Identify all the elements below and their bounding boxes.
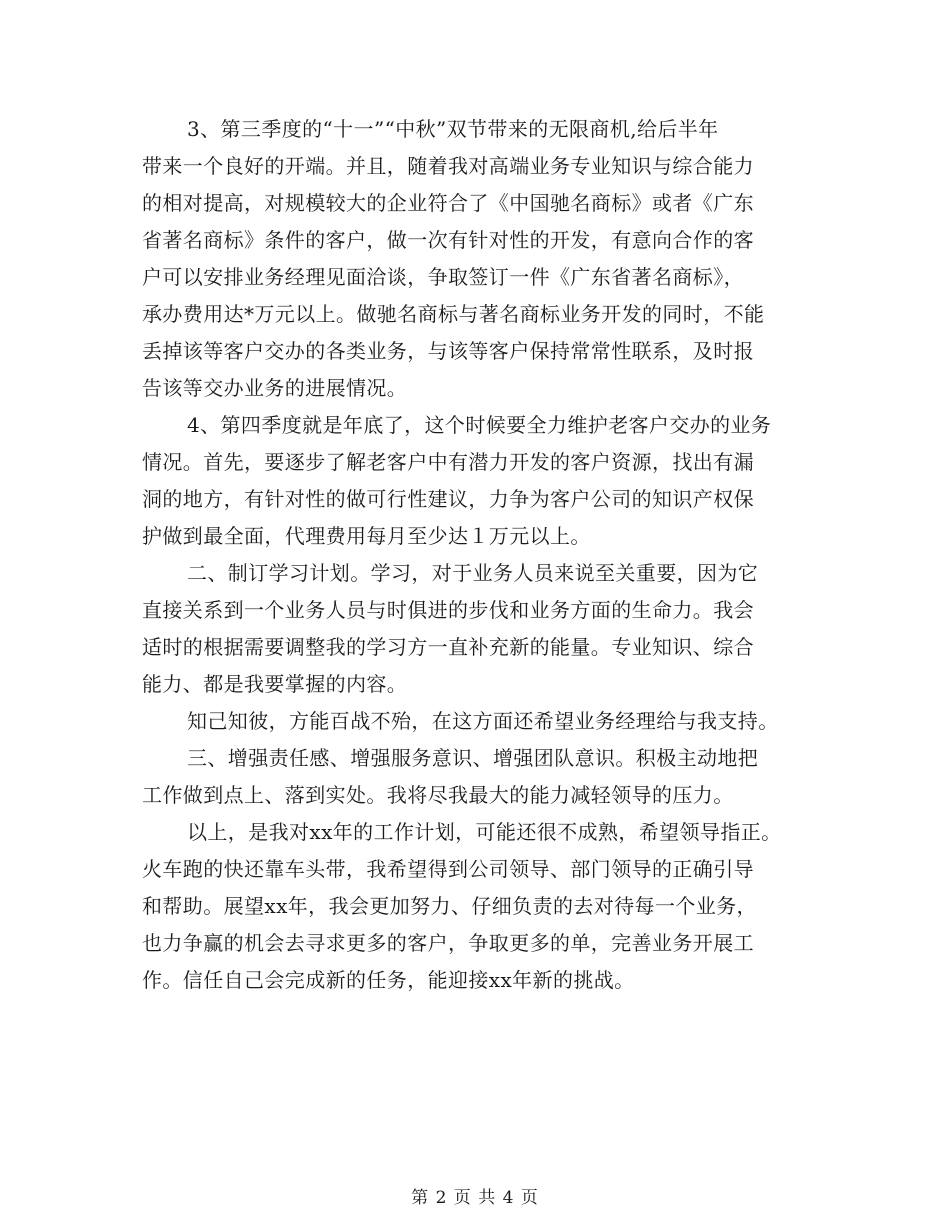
text-line: 省著名商标》条件的客户，做一次有针对性的开发，有意向合作的客 xyxy=(142,228,754,252)
text-line: 二、制订学习计划。学习，对于业务人员来说至关重要，因为它 xyxy=(187,561,759,585)
text-line: 三、增强责任感、增强服务意识、增强团队意识。积极主动地把 xyxy=(187,746,759,770)
text-line: 户可以安排业务经理见面洽谈，争取签订一件《广东省著名商标》， xyxy=(142,265,744,289)
text-line: 工作做到点上、落到实处。我将尽我最大的能力减轻领导的压力。 xyxy=(142,783,734,807)
text-line: 也力争赢的机会去寻求更多的客户，争取更多的单，完善业务开展工 xyxy=(142,931,754,955)
text-line: 3、第三季度的“十一”“中秋”双节带来的无限商机,给后半年 xyxy=(187,117,719,141)
text-line: 4、第四季度就是年底了，这个时候要全力维护老客户交办的业务 xyxy=(187,413,772,437)
text-line: 适时的根据需要调整我的学习方一直补充新的能量。专业知识、综合 xyxy=(142,635,754,659)
text-line: 以上，是我对xx年的工作计划，可能还很不成熟，希望领导指正。 xyxy=(187,820,782,844)
text-line: 丢掉该等客户交办的各类业务，与该等客户保持常常性联系，及时报 xyxy=(142,339,754,363)
text-line: 能力、都是我要掌握的内容。 xyxy=(142,672,408,696)
text-line: 洞的地方，有针对性的做可行性建议，力争为客户公司的知识产权保 xyxy=(142,487,754,511)
text-line: 护做到最全面，代理费用每月至少达１万元以上。 xyxy=(142,524,591,548)
text-line: 和帮助。展望xx年，我会更加努力、仔细负责的去对待每一个业务， xyxy=(142,894,757,918)
text-line: 带来一个良好的开端。并且，随着我对高端业务专业知识与综合能力 xyxy=(142,154,754,178)
text-line: 知己知彼，方能百战不殆，在这方面还希望业务经理给与我支持。 xyxy=(187,709,779,733)
text-line: 直接关系到一个业务人员与时俱进的步伐和业务方面的生命力。我会 xyxy=(142,598,754,622)
page-number-footer: 第 2 页 共 4 页 xyxy=(411,1188,539,1208)
text-line: 告该等交办业务的进展情况。 xyxy=(142,376,408,400)
text-line: 的相对提高，对规模较大的企业符合了《中国驰名商标》或者《广东 xyxy=(142,191,754,215)
text-line: 情况。首先，要逐步了解老客户中有潜力开发的客户资源，找出有漏 xyxy=(142,450,754,474)
text-line: 承办费用达*万元以上。做驰名商标与著名商标业务开发的同时，不能 xyxy=(142,302,765,326)
text-line: 火车跑的快还靠车头带，我希望得到公司领导、部门领导的正确引导 xyxy=(142,857,754,881)
text-line: 作。信任自己会完成新的任务，能迎接xx年新的挑战。 xyxy=(142,968,635,992)
